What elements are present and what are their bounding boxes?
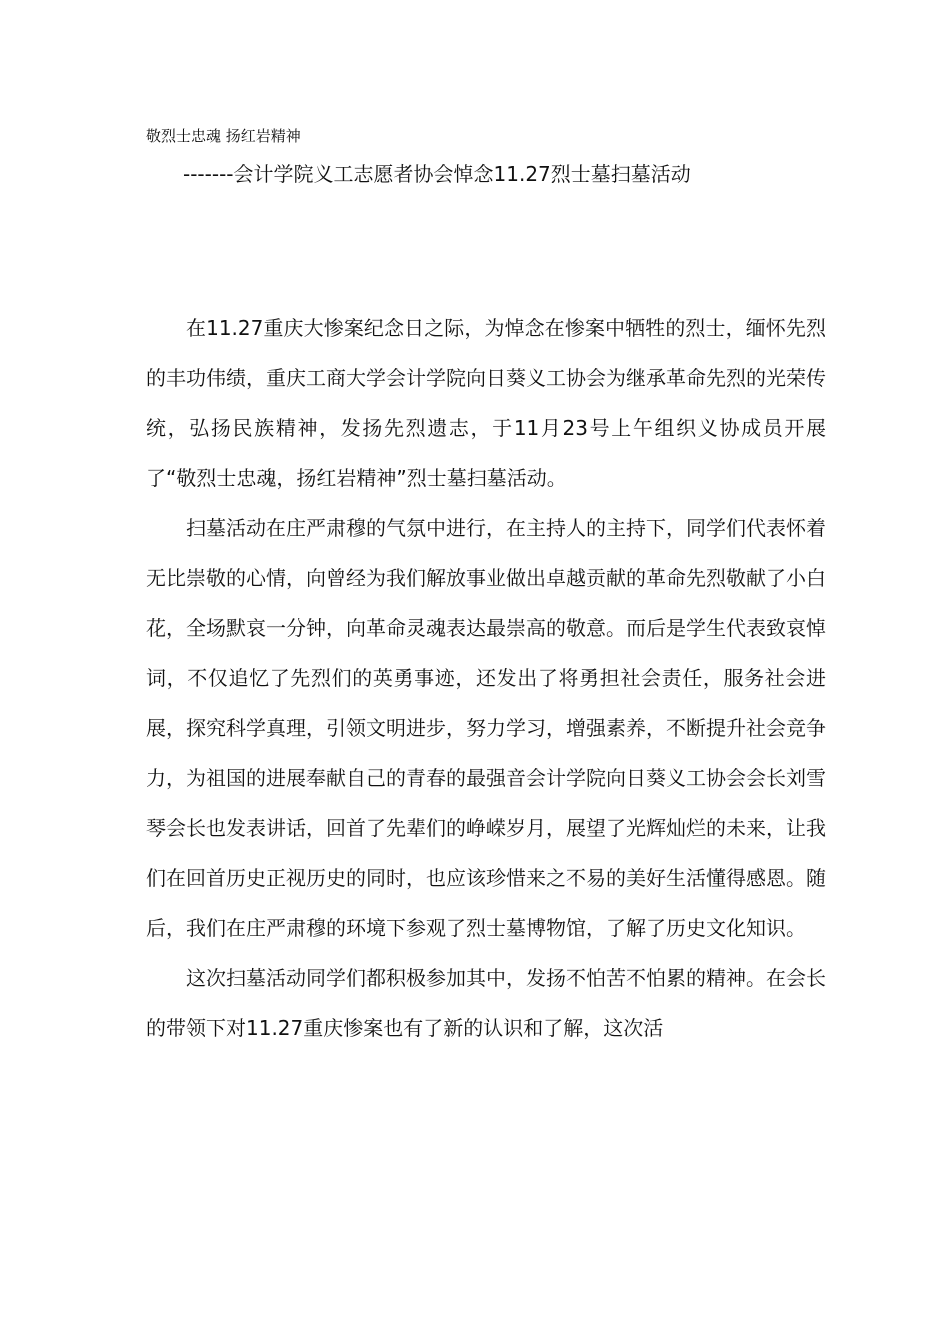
paragraph-3: 这次扫墓活动同学们都积极参加其中，发扬不怕苦不怕累的精神。在会长的带领下对11.27重庆惨案也有了新的认识和了解，这次活 — [146, 966, 826, 1040]
document-title: 敬烈士忠魂 扬红岩精神 — [146, 127, 301, 145]
document-body — [146, 303, 826, 1053]
paragraph-2: 扫墓活动在庄严肃穆的气氛中进行，在主持人的主持下，同学们代表怀着无比崇敬的心情，向曾经为我们解放事业做出卓越贡献的革命先烈敬献了小白花，全场默哀一分钟，向革命灵魂表达最崇高的敬意。而后是学生代表致哀悼词，不仅追忆了先烈们的英勇事迹，还发出了将勇担社会责任，服务社会进展，探究科学真理，引领文明进步，努力学习，增强素养，不断提升社会竞争力，为祖国的进展奉献自己的青春的最强音会计学院向日葵义工协会会长刘雪琴会长也发表讲话，回首了先辈们的峥嵘岁月，展望了光辉灿烂的未来，让我们在回首历史正视历史的同时，也应该珍惜来之不易的美好生活懂得感恩。随后，我们在庄严肃穆的环境下参观了烈士墓博物馆，了解了历史文化知识。 — [146, 516, 826, 940]
paragraph-1: 在11.27重庆大惨案纪念日之际，为悼念在惨案中牺牲的烈士，缅怀先烈的丰功伟绩，重庆工商大学会计学院向日葵义工协会为继承革命先烈的光荣传统，弘扬民族精神，发扬先烈遗志，于11月23号上午组织义协成员开展了“敬烈士忠魂，扬红岩精神”烈士墓扫墓活动。 — [146, 316, 826, 490]
document-subtitle: -------会计学院义工志愿者协会悼念11.27烈士墓扫墓活动 — [183, 162, 691, 186]
